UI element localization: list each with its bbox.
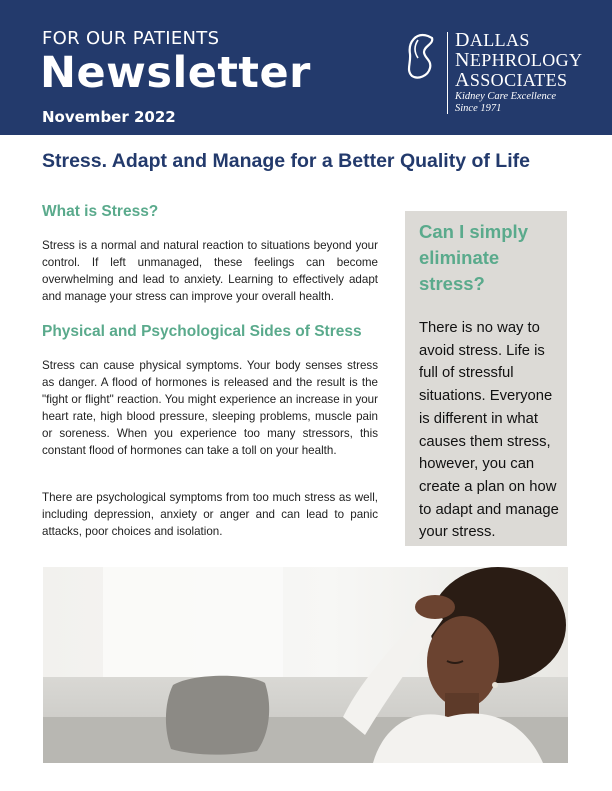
paragraph-psychological-symptoms: There are psychological symptoms from too much stress as well, including depression, anxiety or anger and can lead to panic attacks, poor choices and isolation.: [42, 491, 378, 538]
newsletter-masthead: Newsletter: [40, 48, 311, 98]
logo-line-associates: ASSOCIATES: [455, 69, 568, 91]
paragraph-physical-symptoms: Stress can cause physical symptoms. Your body senses stress as danger. A flood of hormones is released and the result is the "fight or flight" reaction. You might experience an increase in your heart rate, high blood pressure, sleeping problems, muscle pain or soreness. When you experience too many stressors, this constant flood of hormones can take a toll on your health.: [42, 359, 378, 457]
logo-divider: [447, 32, 448, 114]
logo-tagline: Kidney Care Excellence: [455, 91, 557, 102]
photo-illustration: [43, 567, 568, 763]
issue-date: November 2022: [42, 108, 176, 126]
sidebar-title: Can I simply eliminate stress?: [419, 221, 528, 294]
paragraph-what-is-stress: Stress is a normal and natural reaction to situations beyond your control. If left unmanaged, these feelings can become overwhelming and lead to anxiety. Learning to effectively adapt and manage your stress can improve your overall health.: [42, 239, 378, 303]
section-title-physical-psychological: Physical and Psychological Sides of Stress: [42, 323, 362, 340]
sidebar-body: There is no way to avoid stress. Life is full of stressful situations. Everyone is different in what causes them stress, however, you can create a plan on how to adapt and manage your stress.: [419, 320, 559, 541]
logo-since: Since 1971: [455, 103, 502, 114]
logo-line-dallas: DALLAS: [455, 29, 530, 51]
newsletter-header: [0, 0, 612, 135]
header-kicker: FOR OUR PATIENTS: [42, 28, 220, 49]
stressed-woman-photo: [43, 567, 568, 763]
dallas-nephrology-logo: [402, 28, 592, 118]
logo-line-nephrology: NEPHROLOGY: [455, 49, 583, 71]
section-title-what-is-stress: What is Stress?: [42, 203, 159, 220]
sidebar-callout: [405, 211, 567, 546]
kidney-logo-icon: [402, 30, 442, 80]
article-headline: Stress. Adapt and Manage for a Better Quality of Life: [42, 150, 530, 172]
